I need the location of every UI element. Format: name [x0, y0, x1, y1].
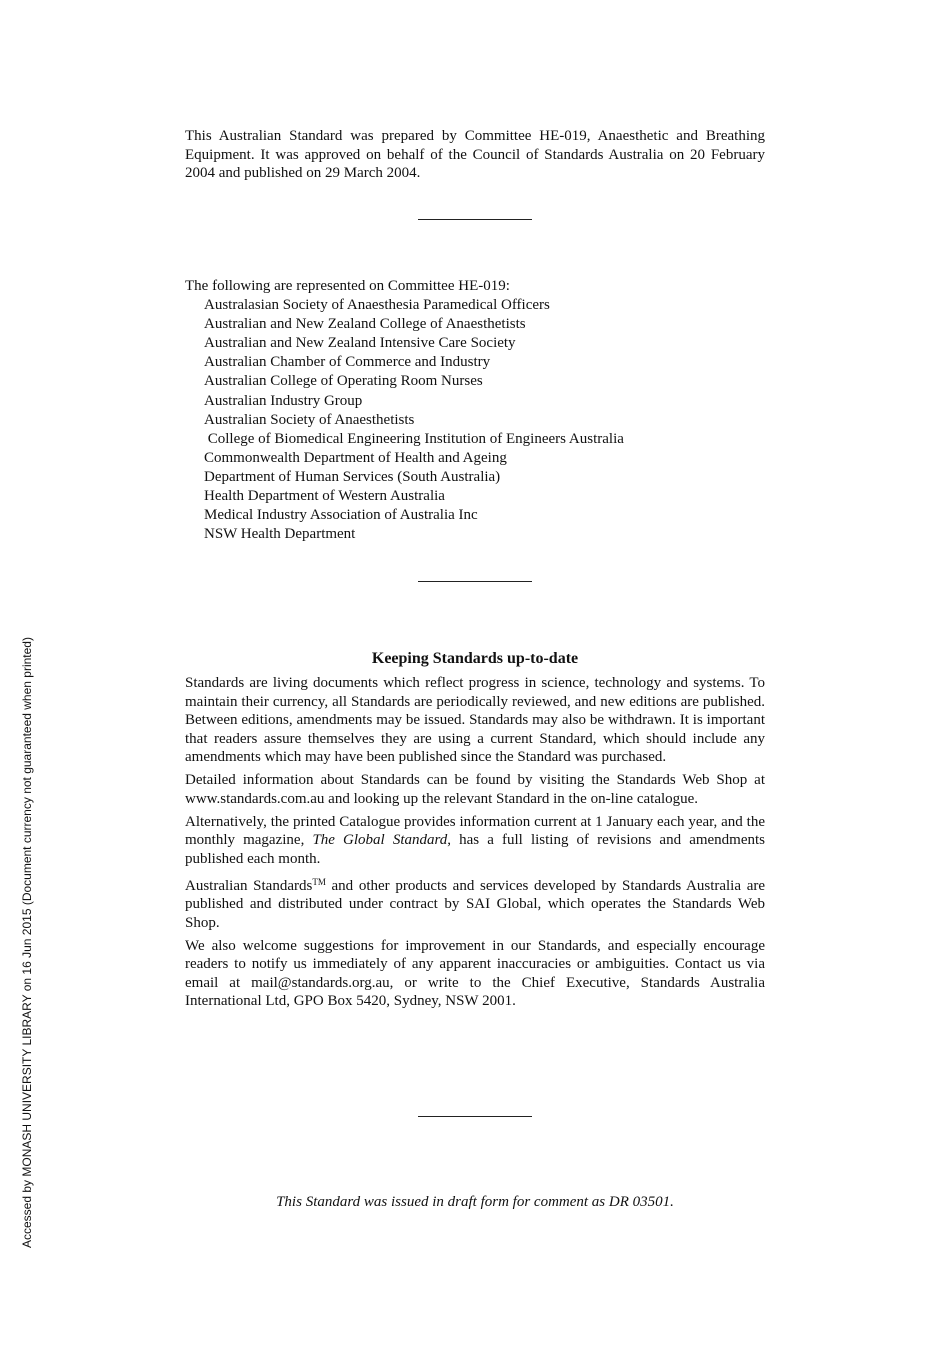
committee-member: College of Biomedical Engineering Institution of Engineers Australia: [204, 430, 624, 447]
committee-member: Medical Industry Association of Australia Inc: [204, 507, 478, 524]
committee-member: Australian Industry Group: [204, 392, 363, 409]
divider-rule: [418, 581, 532, 582]
committee-member: NSW Health Department: [204, 526, 356, 543]
paragraph: Australian Standards™ and other products and services developed by Standards Australia are published and distributed under contract by SAI Global, which operates the Standards Web Shop.: [185, 876, 766, 931]
section-heading: Keeping Standards up-to-date: [371, 650, 579, 667]
committee-member: Health Department of Western Australia: [204, 488, 445, 505]
committee-member: Australian and New Zealand College of Anaesthetists: [204, 316, 526, 333]
committee-member: Australian Chamber of Commerce and Industry: [204, 354, 491, 371]
access-watermark: Accessed by MONASH UNIVERSITY LIBRARY on 16 Jun 2015 (Document currency not guaranteed when printed): [20, 637, 34, 1248]
approval-statement: This Australian Standard was prepared by Committee HE-019, Anaesthetic and Breathing Equipment. It was approved on behalf of the Council of Standards Australia on 20 February 2004 and published on 29 March 2004.: [185, 128, 765, 181]
committee-member: Australian Society of Anaesthetists: [204, 411, 415, 428]
paragraph: Standards are living documents which reflect progress in science, technology and systems. To maintain their currency, all Standards are periodically reviewed, and new editions are published. Between editions, amendments may be issued. Standards may also be withdrawn. It is important that readers assure themselves they are using a current Standard, which should include any amendments which may have been published since the Standard was purchased.: [185, 675, 765, 765]
paragraph: Alternatively, the printed Catalogue provides information current at 1 January each year, and the monthly magazine, The Global Standard, has a full listing of revisions and amendments published each month.: [185, 813, 766, 867]
committee-member: Department of Human Services (South Australia): [204, 468, 501, 485]
divider-rule: [418, 1116, 532, 1117]
divider-rule: [418, 219, 532, 220]
committee-heading: The following are represented on Committee HE-019:: [185, 278, 510, 294]
trademark-mark: TM: [312, 876, 326, 887]
committee-member: Commonwealth Department of Health and Ageing: [204, 449, 507, 466]
committee-member-list: [185, 296, 624, 544]
committee-member: Australasian Society of Anaesthesia Paramedical Officers: [204, 297, 550, 314]
committee-member: Australian and New Zealand Intensive Care Society: [204, 335, 516, 352]
committee-section: [185, 277, 624, 544]
keeping-standards-body: [185, 674, 765, 1015]
draft-footnote: This Standard was issued in draft form for comment as DR 03501.: [276, 1194, 674, 1210]
committee-member: Australian College of Operating Room Nurses: [204, 373, 483, 390]
paragraph: We also welcome suggestions for improvement in our Standards, and especially encourage readers to notify us immediately of any apparent inaccuracies or ambiguities. Contact us via email at mail@standards.org.au, or write to the Chief Executive, Standards Australia International Ltd, GPO Box 5420, Sydney, NSW 2001.: [185, 937, 765, 1009]
magazine-title: The Global Standard: [312, 832, 448, 848]
paragraph: Detailed information about Standards can be found by visiting the Standards Web Shop at www.standards.com.au and looking up the relevant Standard in the on-line catalogue.: [185, 772, 765, 807]
